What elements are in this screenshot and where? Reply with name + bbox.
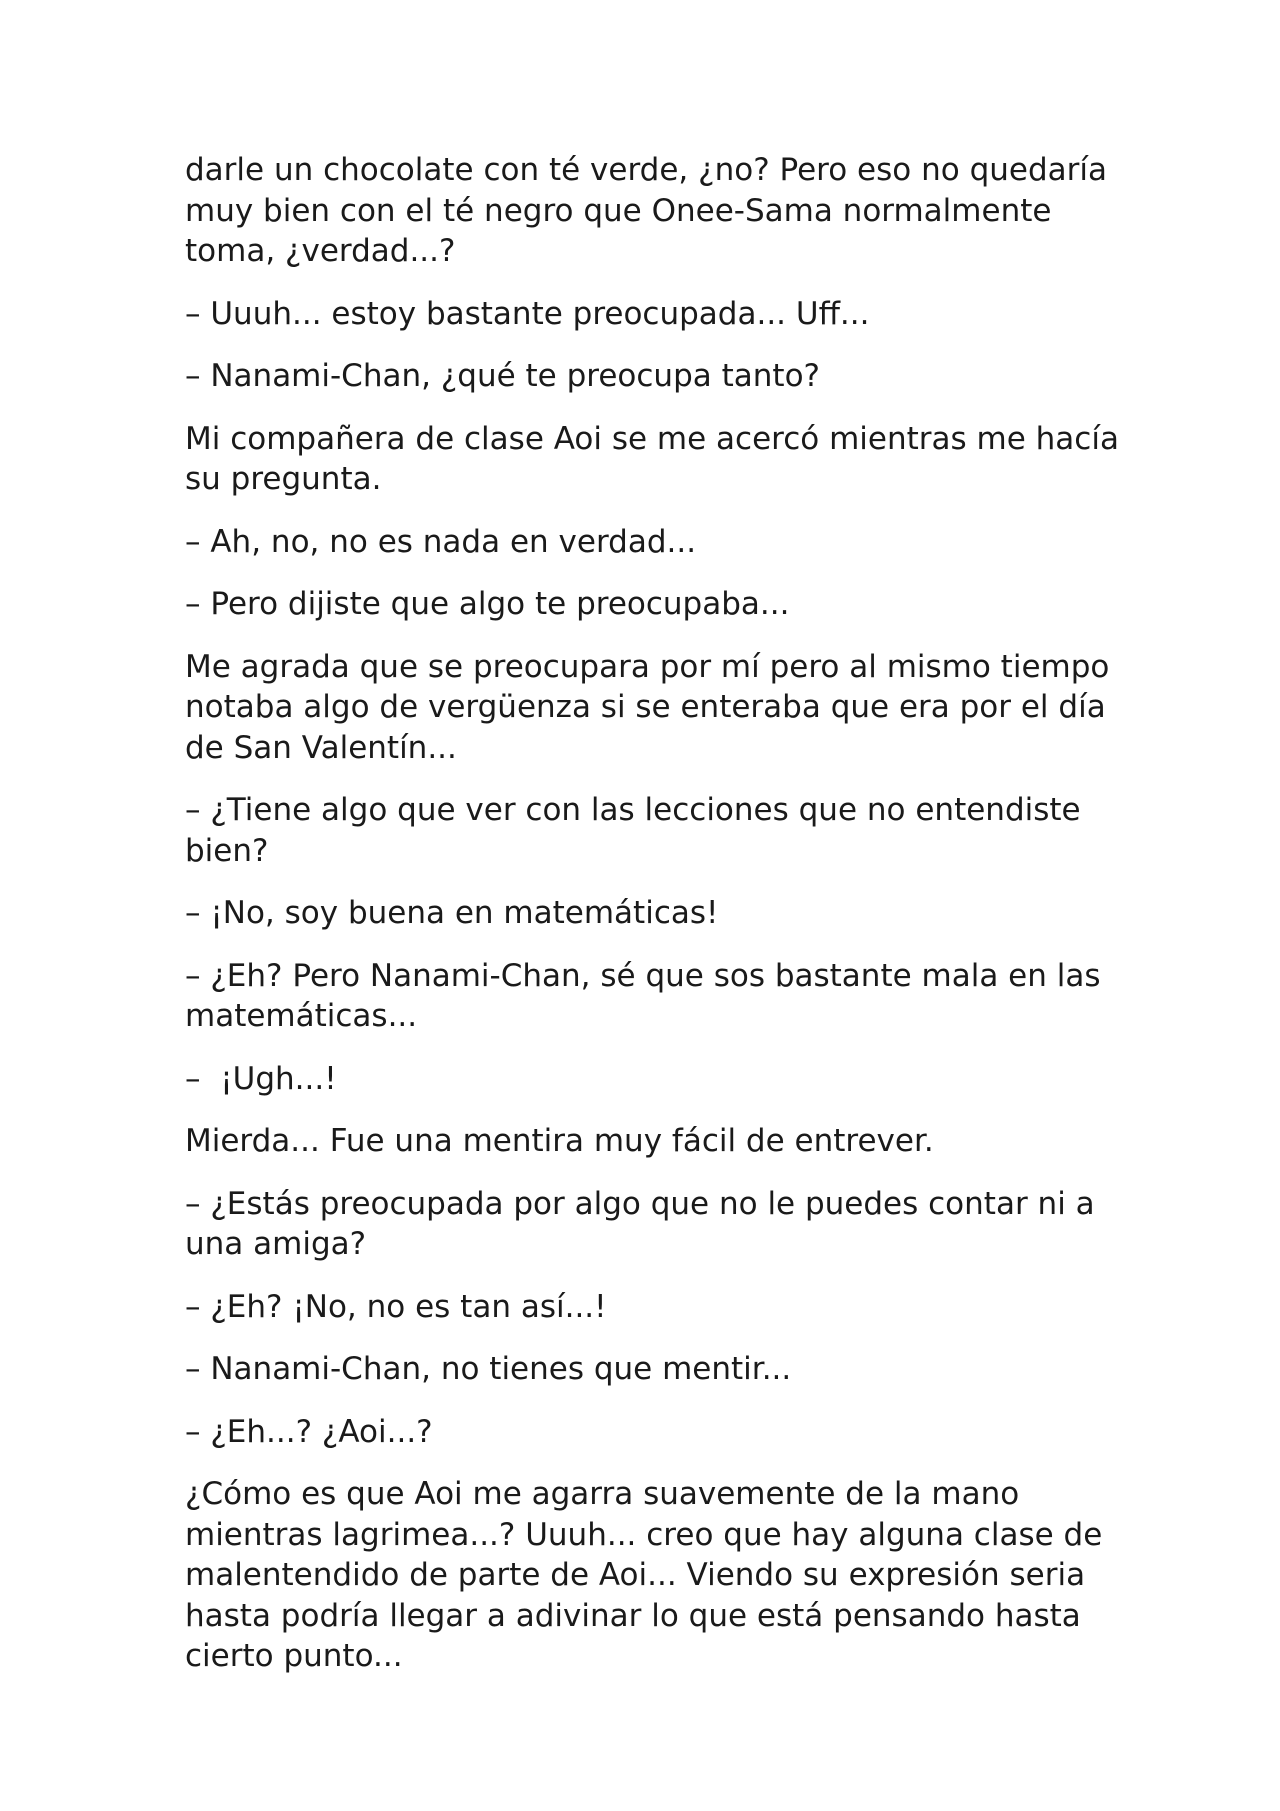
paragraph: – ¿Estás preocupada por algo que no le puedes contar ni a una amiga? xyxy=(185,1185,1095,1262)
paragraph: – ¿Eh? ¡No, no es tan así...! xyxy=(185,1288,607,1325)
paragraph: – Pero dijiste que algo te preocupaba... xyxy=(185,586,790,622)
paragraph: Me agrada que se preocupara por mí pero al mismo tiempo notaba algo de vergüenza si se enteraba que era por el día de San Valentín... xyxy=(185,648,1110,766)
paragraph: Mierda... Fue una mentira muy fácil de entrever. xyxy=(185,1123,934,1159)
body-text xyxy=(185,150,1120,1699)
paragraph: – ¡Ugh...! xyxy=(185,1060,337,1097)
paragraph: – Ah, no, no es nada en verdad... xyxy=(185,523,697,560)
paragraph: – Uuuh... estoy bastante preocupada... Uff... xyxy=(185,295,870,332)
paragraph: darle un chocolate con té verde, ¿no? Pero eso no quedaría muy bien con el té negro que Onee-Sama normalmente toma, ¿verdad...? xyxy=(185,152,1107,269)
paragraph: – ¡No, soy buena en matemáticas! xyxy=(185,895,719,931)
paragraph: ¿Cómo es que Aoi me agarra suavemente de la mano mientras lagrimea...? Uuuh... creo que hay alguna clase de malentendido de parte de Aoi... Viendo su expresión seria hasta podría llegar a adivinar lo que está pensando hasta cierto punto... xyxy=(185,1476,1103,1674)
paragraph: – ¿Eh...? ¿Aoi...? xyxy=(185,1413,433,1450)
paragraph: – ¿Tiene algo que ver con las lecciones que no entendiste bien? xyxy=(185,792,1081,869)
paragraph: – ¿Eh? Pero Nanami-Chan, sé que sos bastante mala en las matemáticas... xyxy=(185,957,1101,1034)
paragraph: Mi compañera de clase Aoi se me acercó mientras me hacía su pregunta. xyxy=(185,420,1119,497)
paragraph: – Nanami-Chan, ¿qué te preocupa tanto? xyxy=(185,358,820,394)
paragraph: – Nanami-Chan, no tienes que mentir... xyxy=(185,1351,792,1387)
